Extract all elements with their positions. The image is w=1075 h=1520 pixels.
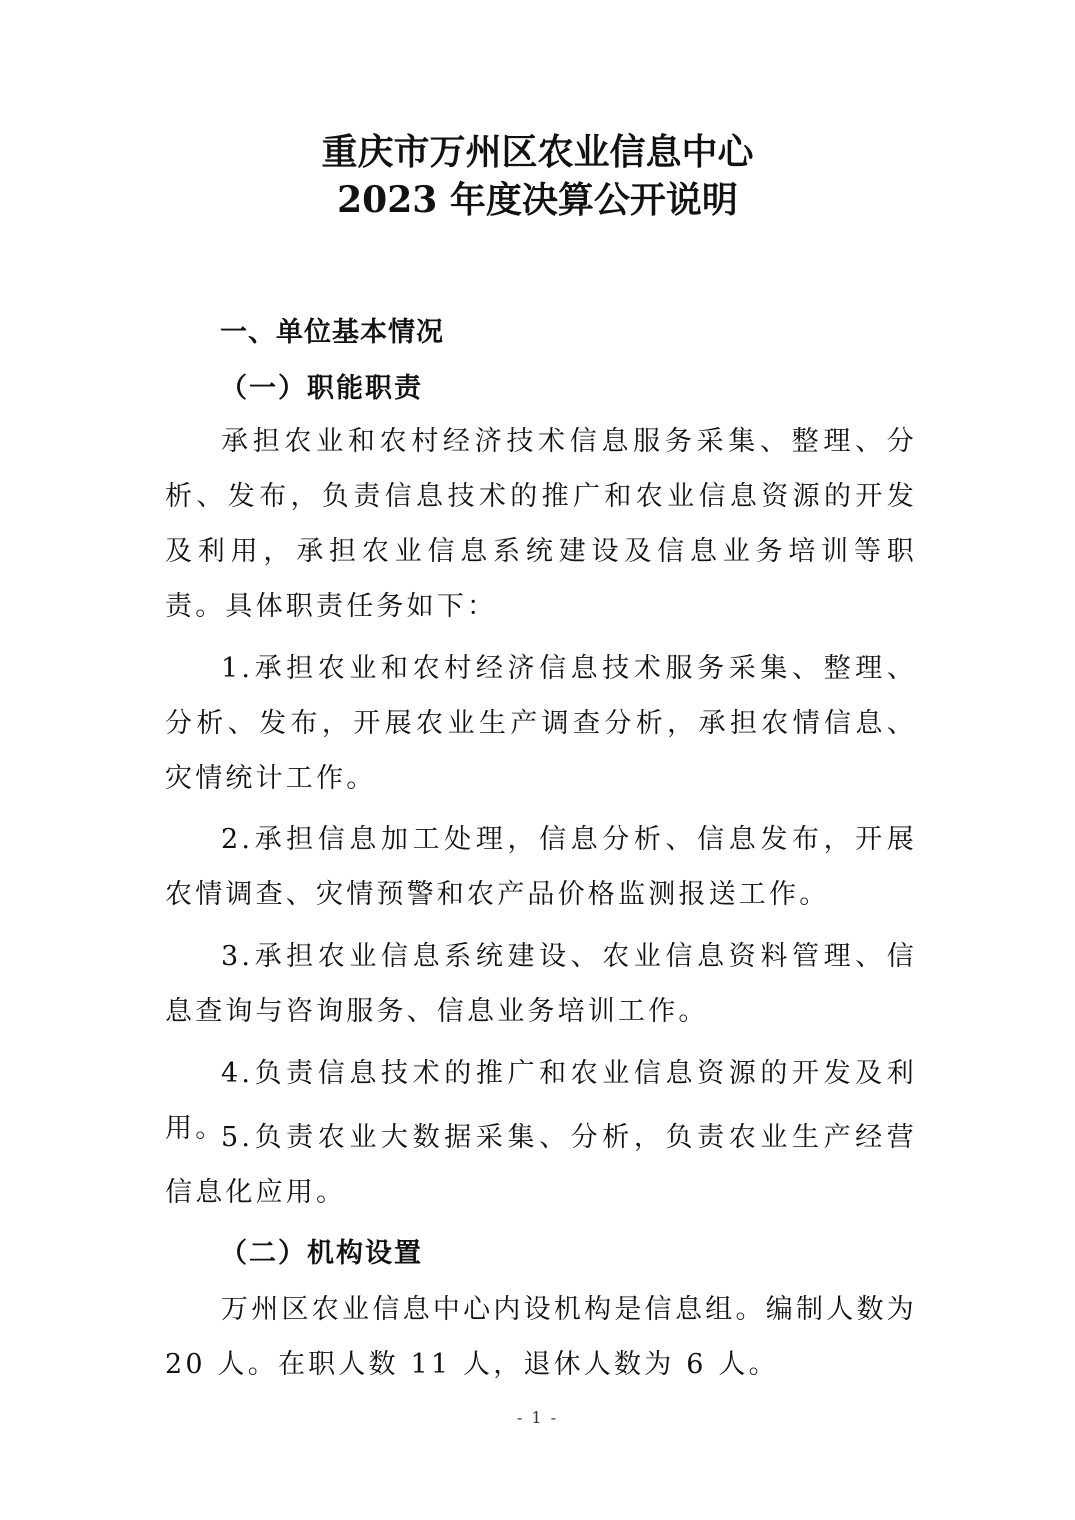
paragraph-duties-intro: 承担农业和农村经济技术信息服务采集、整理、分析、发布，负责信息技术的推广和农业信息资源的开发及利用，承担农业信息系统建设及信息业务培训等职责。具体职责任务如下： xyxy=(165,426,917,622)
paragraph-organization: 万州区农业信息中心内设机构是信息组。编制人数为 20 人。在职人数 11 人，退休人数为 6 人。 xyxy=(165,1294,917,1380)
title-line-1: 重庆市万州区农业信息中心 xyxy=(321,131,754,173)
subsection-heading-duties: （一）职能职责 xyxy=(220,373,423,404)
section-heading-basic-info: 一、单位基本情况 xyxy=(220,317,444,348)
title-line-2: 2023 年度决算公开说明 xyxy=(337,179,738,221)
list-item-duty-4: 4.负责信息技术的推广和农业信息资源的开发及利用。 xyxy=(165,1058,917,1144)
subsection-heading-organization: （二）机构设置 xyxy=(220,1238,423,1269)
list-item-duty-5: 5.负责农业大数据采集、分析，负责农业生产经营信息化应用。 xyxy=(165,1122,917,1208)
list-item-duty-3: 3.承担农业信息系统建设、农业信息资料管理、信息查询与咨询服务、信息业务培训工作。 xyxy=(165,941,917,1027)
document-title xyxy=(0,128,1075,224)
list-item-duty-2: 2.承担信息加工处理，信息分析、信息发布，开展农情调查、灾情预警和农产品价格监测报送工作。 xyxy=(165,824,917,910)
page-number: - 1 - xyxy=(516,1408,559,1427)
list-item-duty-1: 1.承担农业和农村经济信息技术服务采集、整理、分析、发布，开展农业生产调查分析，承担农情信息、灾情统计工作。 xyxy=(165,653,917,794)
